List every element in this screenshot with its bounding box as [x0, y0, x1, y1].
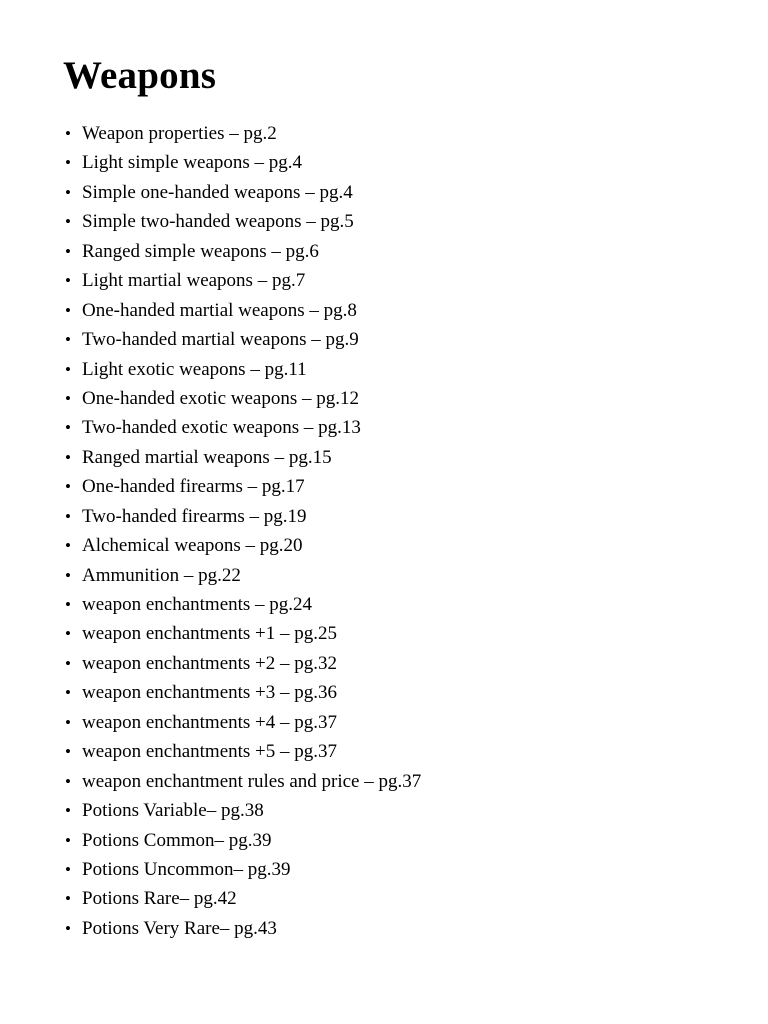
list-item: [63, 796, 421, 825]
list-item: [63, 590, 421, 619]
bullet-icon: •: [65, 595, 71, 614]
list-item: [63, 884, 421, 913]
list-item: [63, 767, 421, 796]
list-item: [63, 826, 421, 855]
list-item-text: weapon enchantments +5 – pg.37: [82, 741, 338, 763]
list-item: [63, 384, 421, 413]
list-item-text: Light exotic weapons – pg.11: [82, 358, 307, 380]
list-item: [63, 119, 421, 148]
bullet-icon: •: [65, 506, 71, 526]
bullet-icon: •: [65, 653, 71, 673]
list-item: [63, 914, 421, 943]
list-item-text: One-handed martial weapons – pg.8: [82, 299, 357, 321]
list-item-text: weapon enchantments +4 – pg.37: [82, 711, 338, 733]
list-item-text: Two-handed firearms – pg.19: [82, 505, 307, 527]
bullet-icon: •: [65, 447, 71, 467]
bullet-icon: •: [65, 124, 71, 143]
list-item: [63, 619, 421, 648]
list-item-text: Potions Variable– pg.38: [82, 800, 264, 822]
list-item: [63, 443, 421, 472]
list-item: [63, 649, 421, 678]
bullet-icon: •: [65, 477, 71, 497]
list-item: [63, 708, 421, 737]
list-item-text: Simple one-handed weapons – pg.4: [82, 181, 353, 203]
list-item-text: Two-handed martial weapons – pg.9: [82, 329, 359, 351]
bullet-icon: •: [65, 536, 71, 556]
bullet-icon: •: [65, 771, 71, 791]
contents-list: [63, 119, 421, 943]
list-item: [63, 296, 421, 325]
bullet-icon: •: [65, 712, 71, 732]
bullet-icon: •: [65, 418, 71, 438]
bullet-icon: •: [65, 388, 71, 408]
bullet-icon: •: [65, 742, 71, 762]
list-item-text: Simple two-handed weapons – pg.5: [82, 211, 354, 233]
bullet-icon: •: [65, 918, 71, 938]
list-item-text: weapon enchantments +3 – pg.36: [82, 682, 338, 704]
list-item: [63, 325, 421, 354]
page-title: Weapons: [63, 54, 217, 97]
list-item: [63, 207, 421, 236]
list-item: [63, 561, 421, 590]
bullet-icon: •: [65, 830, 71, 850]
list-item: [63, 148, 421, 177]
list-item: [63, 531, 421, 560]
list-item-text: Light simple weapons – pg.4: [82, 152, 303, 174]
bullet-icon: •: [65, 565, 71, 585]
list-item-text: Potions Common– pg.39: [82, 829, 272, 851]
bullet-icon: •: [65, 241, 71, 261]
bullet-icon: •: [65, 859, 71, 879]
list-item-text: Weapon properties – pg.2: [82, 123, 277, 144]
bullet-icon: •: [65, 683, 71, 703]
list-item-text: weapon enchantments – pg.24: [82, 594, 313, 615]
list-item-text: Potions Uncommon– pg.39: [82, 858, 291, 880]
list-item-text: One-handed exotic weapons – pg.12: [82, 387, 360, 409]
list-item: [63, 855, 421, 884]
bullet-icon: •: [65, 330, 71, 350]
list-item: [63, 502, 421, 531]
bullet-icon: •: [65, 801, 71, 821]
list-item-text: weapon enchantments +2 – pg.32: [82, 652, 338, 674]
list-item: [63, 472, 421, 501]
list-item: [63, 178, 421, 207]
list-item: [63, 266, 421, 295]
bullet-icon: •: [65, 153, 71, 173]
bullet-icon: •: [65, 182, 71, 202]
list-item-text: Two-handed exotic weapons – pg.13: [82, 417, 361, 439]
bullet-icon: •: [65, 271, 71, 291]
list-item: [63, 355, 421, 384]
list-item-text: One-handed firearms – pg.17: [82, 476, 305, 498]
bullet-icon: •: [65, 300, 71, 320]
list-item-text: Alchemical weapons – pg.20: [82, 535, 303, 557]
list-item-text: Ranged martial weapons – pg.15: [82, 446, 332, 468]
list-item-text: Ammunition – pg.22: [82, 564, 241, 586]
bullet-icon: •: [65, 624, 71, 644]
bullet-icon: •: [65, 359, 71, 379]
list-item-text: Potions Rare– pg.42: [82, 888, 237, 910]
list-item: [63, 413, 421, 442]
list-item: [63, 737, 421, 766]
list-item: [63, 678, 421, 707]
list-item-text: Potions Very Rare– pg.43: [82, 917, 277, 939]
list-item-text: weapon enchantment rules and price – pg.37: [82, 770, 422, 792]
bullet-icon: •: [65, 889, 71, 909]
list-item-text: Ranged simple weapons – pg.6: [82, 240, 319, 262]
list-item-text: weapon enchantments +1 – pg.25: [82, 623, 338, 645]
bullet-icon: •: [65, 212, 71, 232]
list-item: [63, 237, 421, 266]
list-item-text: Light martial weapons – pg.7: [82, 270, 306, 292]
